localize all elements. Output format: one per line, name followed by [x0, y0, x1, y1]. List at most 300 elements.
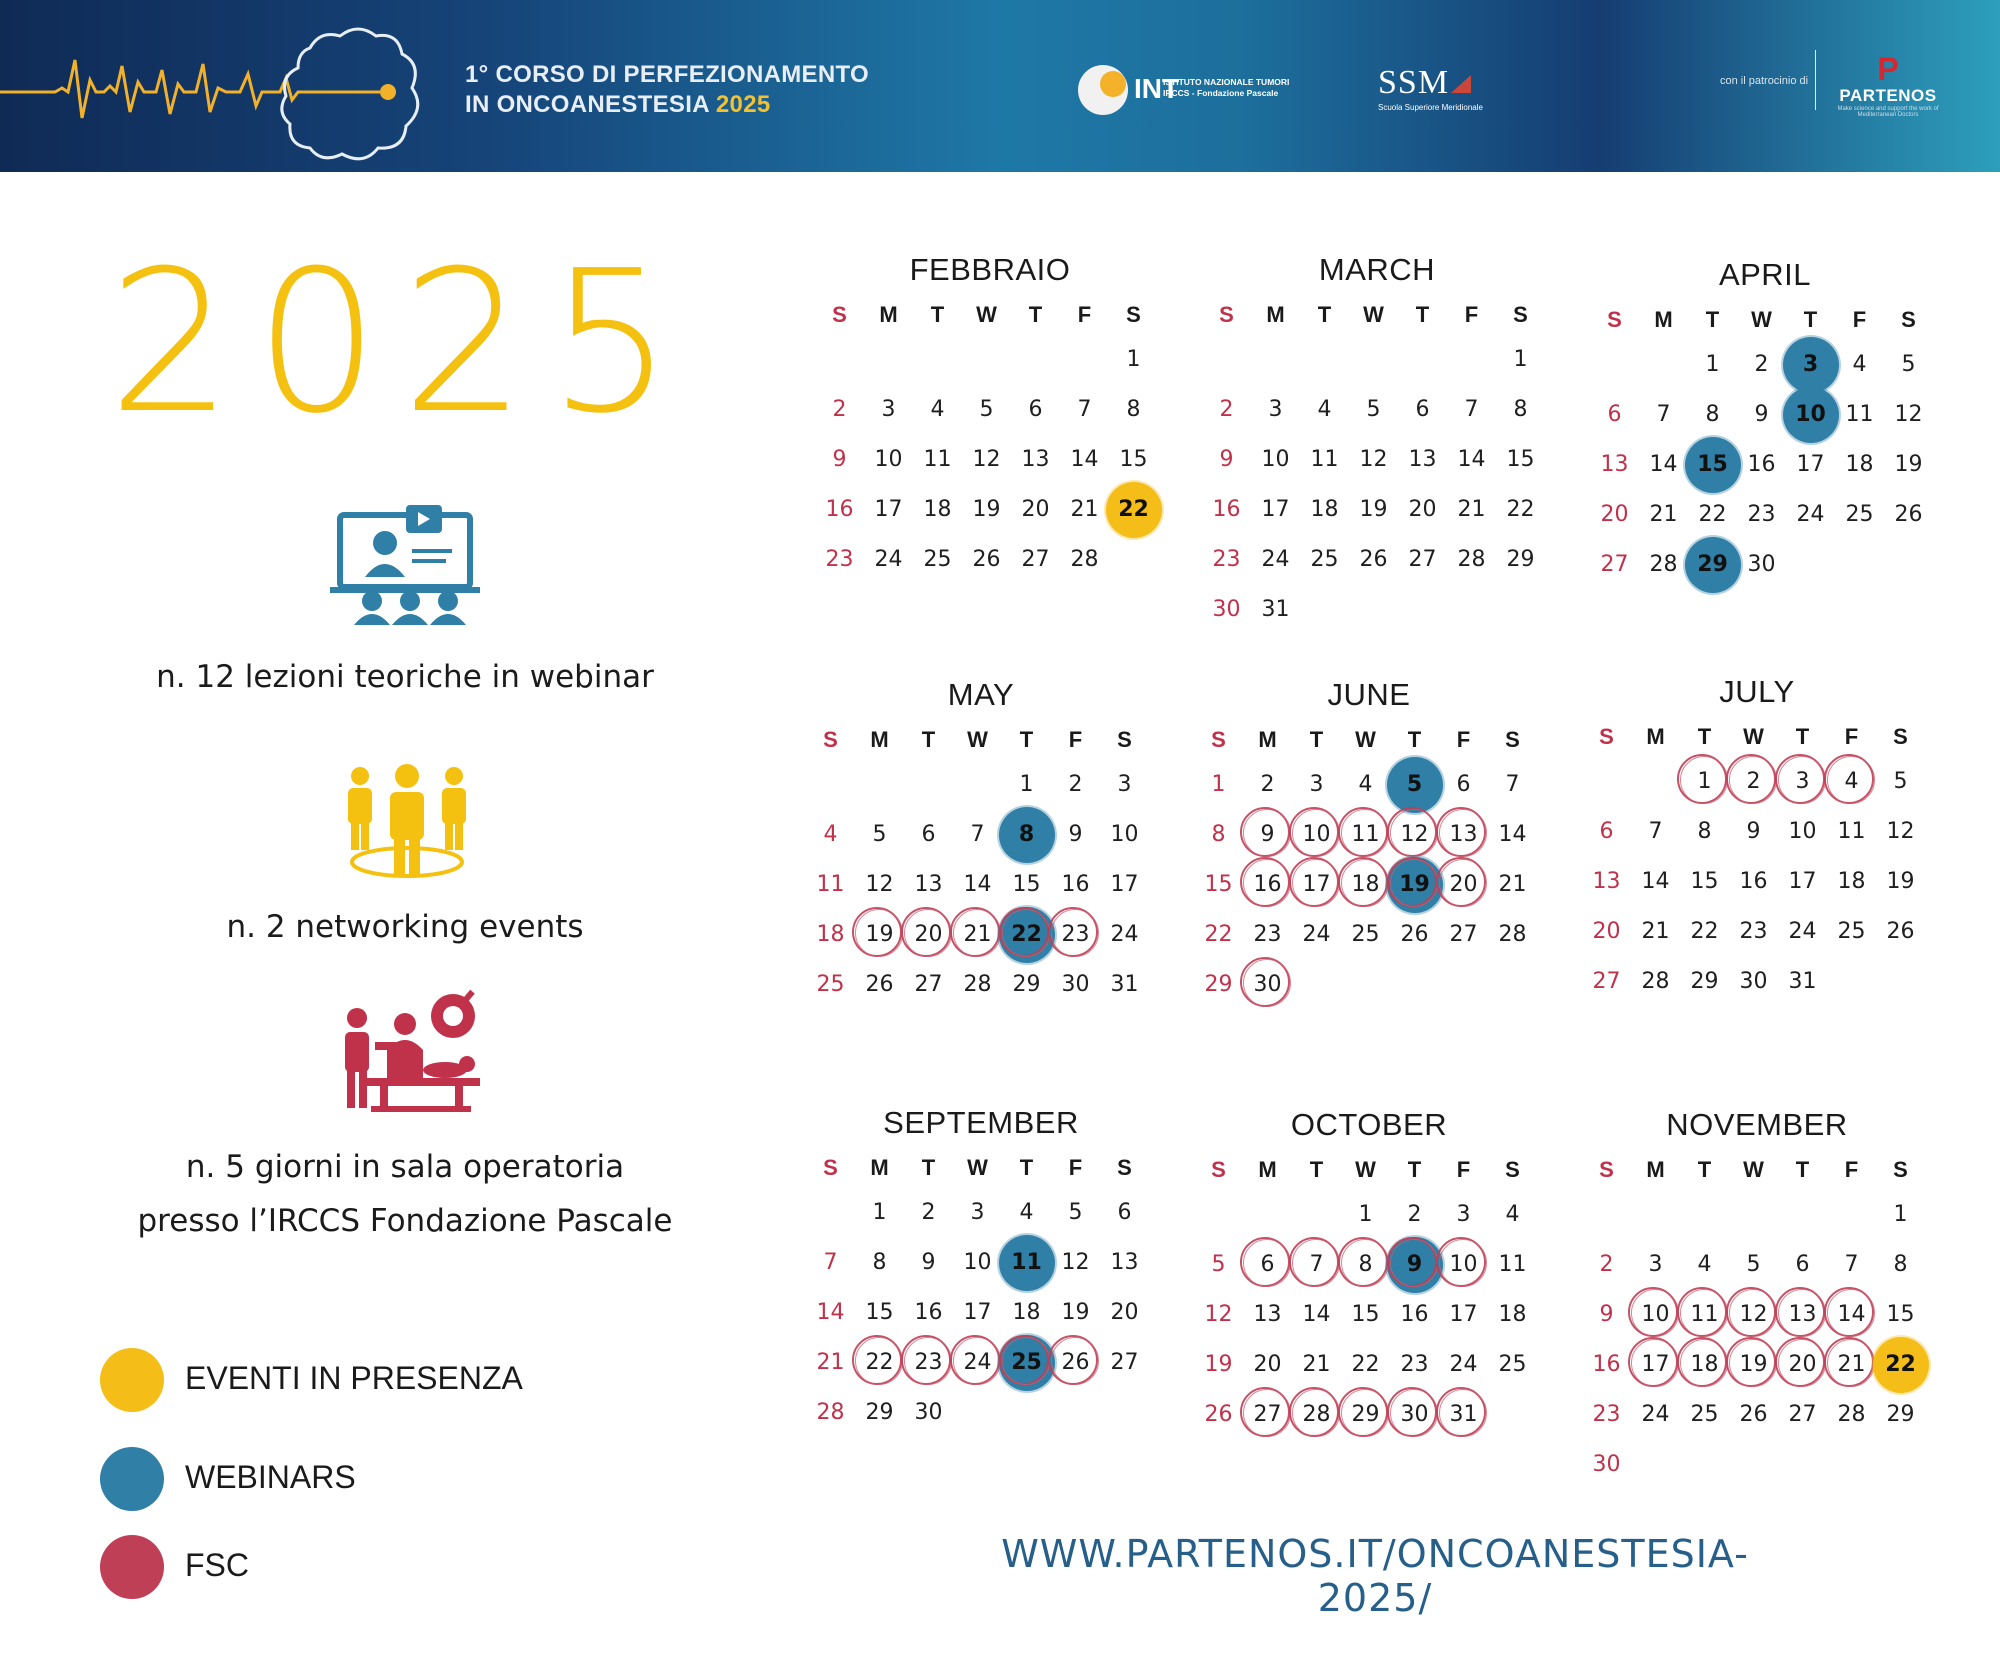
calendar-day	[1341, 860, 1390, 910]
int-logo-line1: ISTITUTO NAZIONALE TUMORI	[1163, 77, 1290, 87]
day-number: 29	[1886, 1402, 1915, 1427]
calendar-day	[806, 960, 855, 1010]
calendar-day	[1631, 1290, 1680, 1340]
calendar-day	[1680, 1240, 1729, 1290]
calendar-day	[1100, 1188, 1149, 1238]
day-number: 26	[1061, 1350, 1090, 1375]
day-number: 4	[1505, 1202, 1520, 1227]
weekday-label: F	[1852, 307, 1867, 332]
day-grid	[806, 760, 1156, 1010]
day-number: 27	[1592, 969, 1621, 994]
day-number: 6	[1415, 397, 1430, 422]
day-number: 3	[1802, 352, 1819, 377]
day-number: 24	[1110, 922, 1139, 947]
calendar-day	[815, 385, 864, 435]
day-number: 21	[1641, 919, 1670, 944]
day-number: 20	[1600, 502, 1629, 527]
day-number: 3	[1795, 769, 1810, 794]
day-number: 23	[914, 1350, 943, 1375]
int-logo-dot	[1100, 71, 1126, 97]
day-number: 15	[865, 1300, 894, 1325]
calendar-day	[953, 960, 1002, 1010]
day-number: 18	[816, 922, 845, 947]
ssm-logo-letters: SSM	[1378, 64, 1450, 101]
calendar-day	[1778, 807, 1827, 857]
day-number: 27	[1110, 1350, 1139, 1375]
weekday-label: F	[1464, 302, 1479, 327]
calendar-day	[1835, 490, 1884, 540]
day-number: 6	[1260, 1252, 1275, 1277]
calendar-day	[1729, 1390, 1778, 1440]
day-number: 13	[1253, 1302, 1282, 1327]
calendar-day	[1447, 435, 1496, 485]
networking-icon	[340, 762, 475, 882]
day-number: 21	[963, 922, 992, 947]
weekday-label: S	[1117, 727, 1132, 752]
calendar-day	[1243, 910, 1292, 960]
calendar-day	[1582, 807, 1631, 857]
day-number: 16	[1212, 497, 1241, 522]
calendar-day	[1300, 535, 1349, 585]
day-number: 4	[1844, 769, 1859, 794]
calendar-day	[1349, 485, 1398, 535]
weekday-label: F	[1068, 1155, 1083, 1180]
weekday-header	[1582, 1150, 1932, 1190]
calendar-day	[1778, 907, 1827, 957]
day-grid	[1202, 335, 1552, 635]
day-number: 14	[816, 1300, 845, 1325]
day-number: 9	[1599, 1302, 1614, 1327]
int-logo-mark: INT	[1134, 73, 1180, 104]
calendar-day	[1109, 435, 1158, 485]
day-number: 9	[921, 1250, 936, 1275]
calendar-day	[1488, 1290, 1537, 1340]
calendar-day	[1398, 385, 1447, 435]
day-number: 28	[1302, 1402, 1331, 1427]
day-number: 12	[1204, 1302, 1233, 1327]
day-number: 15	[1690, 869, 1719, 894]
calendar-day	[806, 1238, 855, 1288]
calendar-day	[1194, 910, 1243, 960]
calendar-day	[1778, 1340, 1827, 1390]
calendar-day	[1002, 860, 1051, 910]
calendar-day	[1778, 857, 1827, 907]
calendar-day	[1341, 1390, 1390, 1440]
calendar-day	[1876, 907, 1925, 957]
calendar-day	[1202, 585, 1251, 635]
day-number: 20	[1253, 1352, 1282, 1377]
day-number: 8	[1705, 402, 1720, 427]
day-number: 16	[1253, 872, 1282, 897]
weekday-label: T	[1407, 727, 1422, 752]
day-number: 11	[1845, 402, 1874, 427]
calendar-day	[855, 960, 904, 1010]
day-number: 11	[923, 447, 952, 472]
calendar-day	[1447, 535, 1496, 585]
day-number: 1	[872, 1200, 887, 1225]
weekday-label: W	[1355, 1157, 1376, 1182]
day-number: 5	[1211, 1252, 1226, 1277]
day-number: 29	[1697, 552, 1728, 577]
day-number: 17	[1261, 497, 1290, 522]
day-number: 2	[921, 1200, 936, 1225]
calendar-day	[1194, 1290, 1243, 1340]
weekday-header	[806, 720, 1156, 760]
calendar-day	[1631, 1240, 1680, 1290]
calendar-day	[1590, 440, 1639, 490]
calendar-day	[1194, 1340, 1243, 1390]
weekday-label: S	[1505, 1157, 1520, 1182]
weekday-label: S	[1211, 727, 1226, 752]
day-number: 28	[1641, 969, 1670, 994]
day-number: 18	[1310, 497, 1339, 522]
day-number: 18	[1845, 452, 1874, 477]
calendar-day	[1447, 385, 1496, 435]
weekday-label: S	[1513, 302, 1528, 327]
day-number: 2	[1407, 1202, 1422, 1227]
day-number: 12	[1886, 819, 1915, 844]
day-number: 9	[832, 447, 847, 472]
weekday-header	[1590, 300, 1940, 340]
calendar-day	[806, 910, 855, 960]
calendar-day	[1341, 760, 1390, 810]
weekday-label: T	[921, 727, 936, 752]
ssm-logo	[1378, 65, 1483, 112]
calendar-day	[1051, 960, 1100, 1010]
weekday-label: S	[1893, 1157, 1908, 1182]
day-number: 7	[1656, 402, 1671, 427]
calendar-day	[1688, 540, 1737, 590]
day-number: 5	[1893, 769, 1908, 794]
calendar-day	[1100, 760, 1149, 810]
day-number: 6	[1795, 1252, 1810, 1277]
month-febbraio	[815, 245, 1165, 585]
day-number: 30	[1253, 972, 1282, 997]
month-title: FEBBRAIO	[909, 252, 1071, 287]
weekday-label: W	[976, 302, 997, 327]
day-number: 28	[963, 972, 992, 997]
calendar-day	[1688, 490, 1737, 540]
calendar-day	[1051, 860, 1100, 910]
calendar-day	[1680, 857, 1729, 907]
calendar-day	[1194, 760, 1243, 810]
day-number: 30	[1592, 1452, 1621, 1477]
calendar-day	[1194, 1240, 1243, 1290]
calendar-day	[953, 1188, 1002, 1238]
day-number: 10	[1641, 1302, 1670, 1327]
weekday-label: T	[1803, 307, 1818, 332]
day-number: 11	[1690, 1302, 1719, 1327]
day-number: 26	[972, 547, 1001, 572]
calendar-day	[1292, 1390, 1341, 1440]
day-number: 9	[1260, 822, 1275, 847]
day-number: 24	[963, 1350, 992, 1375]
day-number: 5	[979, 397, 994, 422]
calendar-day	[953, 1238, 1002, 1288]
day-number: 2	[1746, 769, 1761, 794]
calendar-day	[1786, 490, 1835, 540]
legend-fsc	[100, 1535, 600, 1605]
day-number: 7	[1077, 397, 1092, 422]
webinar-icon	[330, 505, 480, 625]
weekday-label: S	[1599, 724, 1614, 749]
calendar-day	[1688, 440, 1737, 490]
day-number: 10	[963, 1250, 992, 1275]
weekday-label: T	[1407, 1157, 1422, 1182]
calendar-day	[1680, 757, 1729, 807]
day-number: 15	[1119, 447, 1148, 472]
calendar-day	[1496, 535, 1545, 585]
calendar-day	[1778, 1290, 1827, 1340]
day-number: 17	[963, 1300, 992, 1325]
day-number: 27	[1253, 1402, 1282, 1427]
calendar-day	[1060, 485, 1109, 535]
day-grid	[1582, 757, 1932, 1007]
day-number: 30	[1739, 969, 1768, 994]
calendar-day	[855, 860, 904, 910]
day-grid	[1194, 760, 1544, 1010]
calendar-day	[1827, 1390, 1876, 1440]
legend-webinars	[100, 1447, 600, 1517]
calendar-day	[1639, 540, 1688, 590]
calendar-day	[815, 435, 864, 485]
calendar-day	[1051, 1338, 1100, 1388]
calendar-day	[1002, 910, 1051, 960]
day-number: 2	[1068, 772, 1083, 797]
calendar-day	[806, 810, 855, 860]
day-number: 25	[1690, 1402, 1719, 1427]
weekday-label: M	[1258, 1157, 1277, 1182]
calendar-day	[1202, 435, 1251, 485]
day-number: 28	[1070, 547, 1099, 572]
calendar-day	[1688, 340, 1737, 390]
day-number: 2	[1219, 397, 1234, 422]
day-number: 14	[1837, 1302, 1866, 1327]
header-banner	[0, 0, 2000, 172]
calendar-day	[1778, 757, 1827, 807]
legend-fsc-dot	[100, 1535, 164, 1599]
calendar-day	[855, 810, 904, 860]
calendar-day	[1100, 960, 1149, 1010]
calendar-day	[953, 860, 1002, 910]
calendar-day	[1631, 957, 1680, 1007]
day-number: 13	[1408, 447, 1437, 472]
day-number: 12	[1894, 402, 1923, 427]
calendar-day	[1590, 490, 1639, 540]
weekday-header	[1202, 295, 1552, 335]
calendar-day	[864, 435, 913, 485]
calendar-day	[1300, 485, 1349, 535]
weekday-label: T	[1019, 727, 1034, 752]
day-number: 14	[963, 872, 992, 897]
weekday-label: W	[1363, 302, 1384, 327]
calendar-day	[1341, 1290, 1390, 1340]
weekday-label: W	[1743, 1157, 1764, 1182]
day-number: 10	[1449, 1252, 1478, 1277]
day-number: 8	[1358, 1252, 1373, 1277]
calendar-day	[1729, 1290, 1778, 1340]
day-number: 27	[1449, 922, 1478, 947]
weekday-label: S	[1505, 727, 1520, 752]
weekday-label: M	[870, 727, 889, 752]
day-number: 17	[874, 497, 903, 522]
day-number: 17	[1302, 872, 1331, 897]
course-title	[465, 60, 885, 120]
calendar-day	[1737, 490, 1786, 540]
calendar-day	[1582, 1240, 1631, 1290]
calendar-day	[1100, 810, 1149, 860]
day-number: 15	[1697, 452, 1728, 477]
day-number: 9	[1219, 447, 1234, 472]
day-number: 8	[872, 1250, 887, 1275]
day-number: 7	[823, 1250, 838, 1275]
day-number: 4	[1317, 397, 1332, 422]
calendar-day	[1488, 760, 1537, 810]
calendar-day	[1390, 1240, 1439, 1290]
day-number: 27	[1021, 547, 1050, 572]
calendar-day	[1251, 585, 1300, 635]
day-number: 6	[1599, 819, 1614, 844]
weekday-label: T	[1019, 1155, 1034, 1180]
day-number: 22	[1204, 922, 1233, 947]
day-number: 20	[914, 922, 943, 947]
calendar-day	[1243, 760, 1292, 810]
day-number: 12	[1359, 447, 1388, 472]
day-number: 11	[1837, 819, 1866, 844]
month-april	[1590, 250, 1940, 590]
calendar-day	[1439, 1190, 1488, 1240]
calendar-day	[962, 535, 1011, 585]
calendar-day	[1341, 1240, 1390, 1290]
calendar-day	[1100, 1288, 1149, 1338]
day-number: 23	[825, 547, 854, 572]
weekday-label: S	[1126, 302, 1141, 327]
calendar-day	[904, 1388, 953, 1438]
legend-fsc-label: FSC	[185, 1547, 249, 1583]
calendar-day	[1100, 860, 1149, 910]
day-number: 23	[1400, 1352, 1429, 1377]
calendar-day	[1680, 1290, 1729, 1340]
day-grid	[1582, 1190, 1932, 1490]
day-number: 1	[1019, 772, 1034, 797]
stat-webinar: n. 12 lezioni teoriche in webinar	[156, 659, 654, 695]
day-number: 25	[1837, 919, 1866, 944]
calendar-day	[1292, 1340, 1341, 1390]
day-number: 11	[816, 872, 845, 897]
calendar-day	[1729, 757, 1778, 807]
calendar-day	[815, 535, 864, 585]
calendar-day	[1639, 440, 1688, 490]
day-number: 11	[1351, 822, 1380, 847]
course-title-line2	[465, 90, 885, 120]
calendar-day	[1496, 335, 1545, 385]
month-title: JULY	[1719, 674, 1795, 709]
calendar-day	[855, 1388, 904, 1438]
day-number: 2	[1754, 352, 1769, 377]
day-number: 28	[1498, 922, 1527, 947]
calendar-day	[1194, 1390, 1243, 1440]
day-number: 13	[1110, 1250, 1139, 1275]
calendar-day	[1582, 857, 1631, 907]
month-october	[1194, 1100, 1544, 1440]
calendar-day	[1390, 1340, 1439, 1390]
calendar-day	[1390, 860, 1439, 910]
day-number: 24	[874, 547, 903, 572]
calendar-day	[1631, 807, 1680, 857]
calendar-day	[1631, 1390, 1680, 1440]
calendar-day	[1243, 860, 1292, 910]
calendar-day	[1292, 910, 1341, 960]
day-number: 21	[1837, 1352, 1866, 1377]
weekday-label: S	[1117, 1155, 1132, 1180]
day-number: 7	[1648, 819, 1663, 844]
calendar-day	[1011, 535, 1060, 585]
day-number: 30	[1061, 972, 1090, 997]
day-number: 17	[1788, 869, 1817, 894]
day-number: 5	[1406, 772, 1423, 797]
day-number: 18	[1690, 1352, 1719, 1377]
day-number: 13	[1592, 869, 1621, 894]
calendar-day	[1051, 910, 1100, 960]
day-number: 21	[1498, 872, 1527, 897]
day-number: 23	[1747, 502, 1776, 527]
day-number: 20	[1408, 497, 1437, 522]
calendar-day	[1876, 807, 1925, 857]
weekday-label: T	[921, 1155, 936, 1180]
weekday-label: T	[1309, 727, 1324, 752]
website-link[interactable]: WWW.PARTENOS.IT/ONCOANESTESIA-2025/	[1001, 1532, 1749, 1620]
day-number: 16	[825, 497, 854, 522]
calendar-day	[1786, 440, 1835, 490]
day-number: 17	[1641, 1352, 1670, 1377]
calendar-day	[1590, 540, 1639, 590]
month-title: APRIL	[1718, 257, 1812, 292]
calendar-day	[1778, 1390, 1827, 1440]
weekday-label: M	[1646, 1157, 1665, 1182]
calendar-day	[1341, 1190, 1390, 1240]
weekday-label: F	[1844, 1157, 1859, 1182]
calendar-day	[1051, 810, 1100, 860]
weekday-label: T	[1795, 1157, 1810, 1182]
calendar-day	[913, 485, 962, 535]
calendar-day	[1002, 760, 1051, 810]
day-number: 22	[1351, 1352, 1380, 1377]
calendar-day	[1051, 1238, 1100, 1288]
calendar-day	[1109, 385, 1158, 435]
calendar-day	[1011, 385, 1060, 435]
calendar-day	[1639, 390, 1688, 440]
day-number: 16	[1739, 869, 1768, 894]
calendar-day	[806, 1388, 855, 1438]
calendar-day	[1100, 1338, 1149, 1388]
weekday-label: S	[1901, 307, 1916, 332]
calendar-day	[1292, 810, 1341, 860]
day-number: 15	[1204, 872, 1233, 897]
day-number: 25	[1351, 922, 1380, 947]
day-number: 31	[1449, 1402, 1478, 1427]
weekday-label: S	[1211, 1157, 1226, 1182]
calendar-day	[1292, 760, 1341, 810]
calendar-day	[904, 860, 953, 910]
day-number: 25	[1011, 1350, 1042, 1375]
calendar-day	[1243, 810, 1292, 860]
month-june	[1194, 670, 1544, 1010]
calendar-day	[864, 485, 913, 535]
calendar-day	[1002, 1238, 1051, 1288]
legend-presence-dot	[100, 1348, 164, 1412]
calendar-day	[1876, 757, 1925, 807]
legend-webinars-label: WEBINARS	[185, 1459, 356, 1495]
